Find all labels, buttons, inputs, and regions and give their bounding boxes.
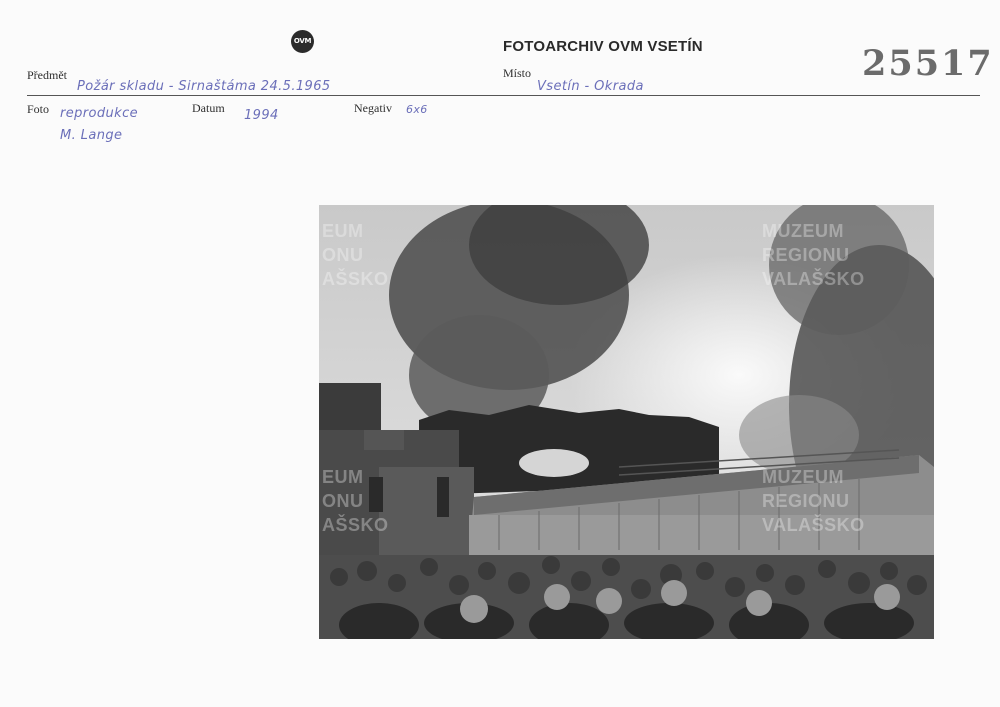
photo-label: Foto [27,102,50,116]
archive-title: FOTOARCHIV OVM VSETÍN [503,38,703,55]
archive-photograph [319,205,934,639]
museum-logo-icon: OVM [291,30,314,53]
subject-value: Požár skladu - Sirnaštáma 24.5.1965 [77,79,331,94]
subject-label: Předmět [27,68,67,82]
watermark-left-bottom: EUM ONU AŠSKO [322,467,389,535]
photo-value-line1: reprodukce [60,106,139,121]
watermark-left-top: EUM ONU AŠSKO [322,221,389,289]
date-label: Datum [192,101,225,115]
photo-value-line2: M. Lange [60,128,123,143]
header-divider [27,95,980,96]
inventory-number-stamp: 25517 [862,43,994,84]
watermark-right-bottom: MUZEUM REGIONU VALAŠSKO [762,467,865,535]
negative-label: Negativ [354,101,392,115]
date-value: 1994 [244,108,279,123]
watermark-right-top: MUZEUM REGIONU VALAŠSKO [762,221,865,289]
place-label: Místo [503,66,532,80]
place-value: Vsetín - Okrada [537,79,644,94]
negative-value: 6x6 [406,103,428,116]
